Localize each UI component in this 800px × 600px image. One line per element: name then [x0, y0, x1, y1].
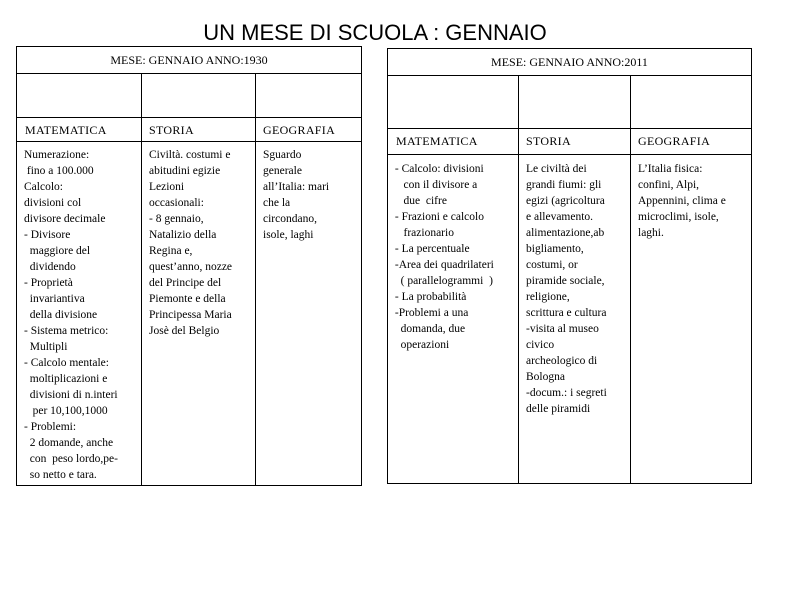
cell-geografia: L’Italia fisica: confini, Alpi, Appennini, clima e microclimi, isole, laghi. [638, 163, 726, 239]
table-header: MESE: GENNAIO ANNO:2011 [388, 49, 751, 76]
cell-matematica: - Calcolo: divisioni con il divisore a due cifre - Frazioni e calcolo frazionario - La percentuale -Area dei quadrilateri ( parallelogrammi ) - La probabilità -Problemi a una domanda, due operazioni [394, 163, 494, 351]
column-divider [518, 75, 519, 483]
row-divider [17, 117, 361, 118]
row-divider [388, 128, 751, 129]
page-title: UN MESE DI SCUOLA : GENNAIO [203, 20, 547, 45]
table-2011 [387, 48, 752, 484]
table-1930 [16, 46, 362, 486]
cell-storia: Le civiltà dei grandi fiumi: gli egizi (agricoltura e allevamento. alimentazione,ab bigliamento, costumi, or piramide sociale, religione, scrittura e cultura -visita al museo civico archeologico di Bologna -docum.: i segreti delle piramidi [526, 163, 607, 415]
cell-geografia: Sguardo generale all’Italia: mari che la circondano, isole, laghi [263, 149, 330, 241]
subject-geografia: GEOGRAFIA [263, 123, 336, 137]
subject-geografia: GEOGRAFIA [638, 134, 711, 148]
column-divider [141, 73, 142, 485]
subject-matematica: MATEMATICA [25, 123, 107, 137]
subject-matematica: MATEMATICA [396, 134, 478, 148]
cell-storia: Civiltà. costumi e abitudini egizie Lezioni occasionali: - 8 gennaio, Natalizio della Regina e, quest’anno, nozze del Principe del Piemonte e della Principessa Maria Josè del Belgio [149, 149, 233, 337]
column-divider [255, 73, 256, 485]
row-divider [388, 154, 751, 155]
cell-matematica: Numerazione: fino a 100.000 Calcolo: divisioni col divisore decimale - Divisore maggiore del dividendo - Proprietà invariantiva della divisione - Sistema metrico: Multipli - Calcolo mentale: moltiplicazioni e divisioni di n.interi per 10,100,1000 - Problemi: 2 domande, anche con peso lordo,pe- so netto e tara. [24, 149, 118, 481]
subject-storia: STORIA [149, 123, 194, 137]
column-divider [630, 75, 631, 483]
row-divider [17, 141, 361, 142]
table-header: MESE: GENNAIO ANNO:1930 [17, 47, 361, 74]
subject-storia: STORIA [526, 134, 571, 148]
